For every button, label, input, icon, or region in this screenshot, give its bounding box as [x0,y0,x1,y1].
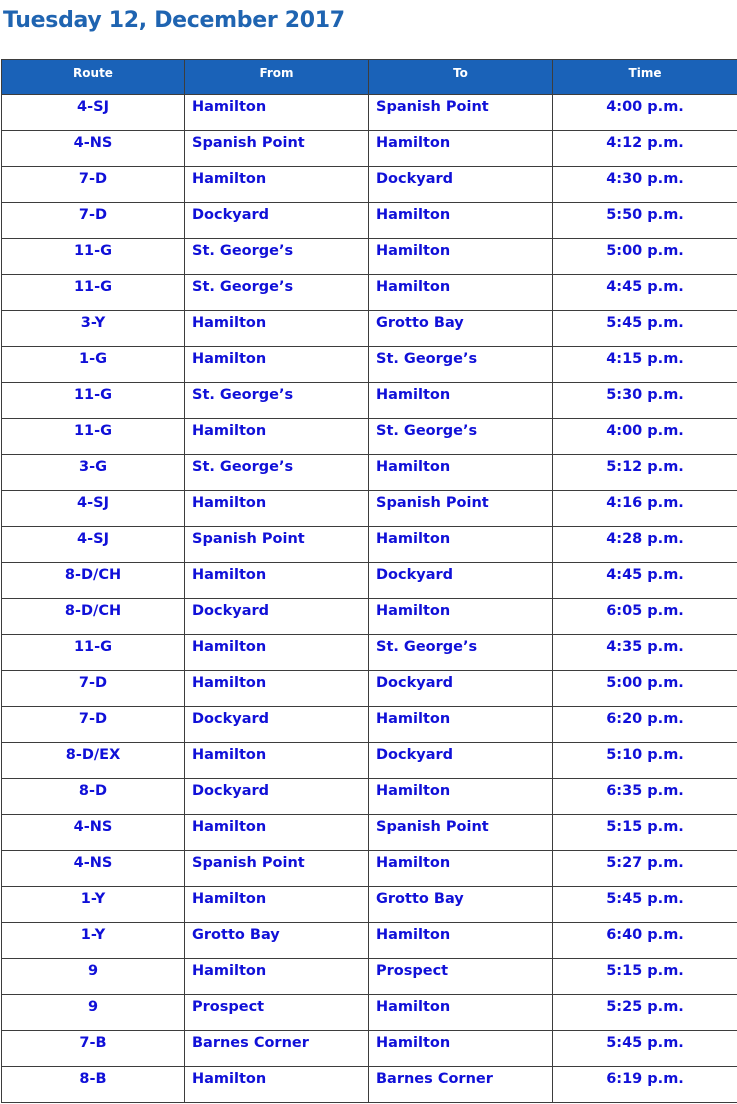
time-cell: 6:40 p.m. [553,923,737,959]
route-cell: 11-G [2,239,185,275]
from-cell: Spanish Point [185,851,369,887]
from-cell: Dockyard [185,707,369,743]
time-cell: 5:30 p.m. [553,383,737,419]
route-cell: 11-G [2,635,185,671]
route-cell: 7-D [2,707,185,743]
table-body [2,95,737,1103]
route-cell: 9 [2,995,185,1031]
page-title: Tuesday 12, December 2017 [3,8,345,33]
table-row [2,923,737,959]
table-row [2,563,737,599]
time-cell: 4:00 p.m. [553,95,737,131]
table-row [2,455,737,491]
route-cell: 11-G [2,419,185,455]
bus-schedule-table [1,59,737,1103]
table-row [2,1031,737,1067]
time-cell: 5:10 p.m. [553,743,737,779]
route-cell: 4-NS [2,851,185,887]
from-cell: Dockyard [185,203,369,239]
time-cell: 5:12 p.m. [553,455,737,491]
route-cell: 7-D [2,167,185,203]
table-row [2,707,737,743]
time-cell: 4:45 p.m. [553,563,737,599]
to-cell: Hamilton [369,995,553,1031]
table-row [2,167,737,203]
to-cell: Hamilton [369,275,553,311]
to-cell: Grotto Bay [369,311,553,347]
to-cell: Grotto Bay [369,887,553,923]
column-header-route: Route [2,60,185,95]
from-cell: Hamilton [185,671,369,707]
time-cell: 4:00 p.m. [553,419,737,455]
to-cell: Hamilton [369,779,553,815]
from-cell: St. George’s [185,275,369,311]
route-cell: 8-D/CH [2,599,185,635]
table-row [2,743,737,779]
route-cell: 3-G [2,455,185,491]
to-cell: Hamilton [369,383,553,419]
time-cell: 5:45 p.m. [553,887,737,923]
time-cell: 5:45 p.m. [553,1031,737,1067]
from-cell: St. George’s [185,383,369,419]
from-cell: Hamilton [185,491,369,527]
from-cell: Hamilton [185,311,369,347]
to-cell: Hamilton [369,707,553,743]
table-row [2,491,737,527]
to-cell: Dockyard [369,167,553,203]
route-cell: 4-NS [2,815,185,851]
table-row [2,851,737,887]
to-cell: Hamilton [369,923,553,959]
route-cell: 4-NS [2,131,185,167]
from-cell: Spanish Point [185,527,369,563]
to-cell: Hamilton [369,455,553,491]
table-row [2,815,737,851]
from-cell: Hamilton [185,887,369,923]
to-cell: Hamilton [369,131,553,167]
table-row [2,995,737,1031]
to-cell: Hamilton [369,203,553,239]
route-cell: 9 [2,959,185,995]
table-row [2,383,737,419]
table-row [2,239,737,275]
time-cell: 4:35 p.m. [553,635,737,671]
from-cell: Hamilton [185,959,369,995]
from-cell: Hamilton [185,815,369,851]
time-cell: 4:45 p.m. [553,275,737,311]
to-cell: Hamilton [369,527,553,563]
table-row [2,779,737,815]
time-cell: 4:12 p.m. [553,131,737,167]
to-cell: Spanish Point [369,95,553,131]
to-cell: St. George’s [369,635,553,671]
to-cell: Hamilton [369,599,553,635]
route-cell: 11-G [2,275,185,311]
table-row [2,347,737,383]
time-cell: 5:00 p.m. [553,239,737,275]
table-row [2,1067,737,1103]
table-row [2,275,737,311]
column-header-from: From [185,60,369,95]
route-cell: 4-SJ [2,527,185,563]
from-cell: Prospect [185,995,369,1031]
table-row [2,203,737,239]
route-cell: 7-D [2,203,185,239]
from-cell: St. George’s [185,455,369,491]
to-cell: St. George’s [369,347,553,383]
to-cell: Prospect [369,959,553,995]
time-cell: 4:15 p.m. [553,347,737,383]
route-cell: 8-D [2,779,185,815]
table-row [2,635,737,671]
from-cell: Dockyard [185,779,369,815]
route-cell: 8-B [2,1067,185,1103]
to-cell: Dockyard [369,563,553,599]
route-cell: 4-SJ [2,491,185,527]
route-cell: 1-Y [2,923,185,959]
route-cell: 4-SJ [2,95,185,131]
time-cell: 4:28 p.m. [553,527,737,563]
from-cell: Dockyard [185,599,369,635]
from-cell: Hamilton [185,563,369,599]
route-cell: 1-Y [2,887,185,923]
route-cell: 8-D/CH [2,563,185,599]
time-cell: 4:30 p.m. [553,167,737,203]
route-cell: 11-G [2,383,185,419]
to-cell: Hamilton [369,851,553,887]
route-cell: 1-G [2,347,185,383]
to-cell: Hamilton [369,1031,553,1067]
time-cell: 5:25 p.m. [553,995,737,1031]
route-cell: 8-D/EX [2,743,185,779]
time-cell: 5:50 p.m. [553,203,737,239]
route-cell: 7-B [2,1031,185,1067]
table-row [2,131,737,167]
time-cell: 5:00 p.m. [553,671,737,707]
table-row [2,95,737,131]
time-cell: 5:27 p.m. [553,851,737,887]
route-cell: 7-D [2,671,185,707]
to-cell: Hamilton [369,239,553,275]
from-cell: Grotto Bay [185,923,369,959]
table-row [2,419,737,455]
table-row [2,959,737,995]
from-cell: St. George’s [185,239,369,275]
to-cell: Dockyard [369,743,553,779]
from-cell: Hamilton [185,347,369,383]
route-cell: 3-Y [2,311,185,347]
time-cell: 5:15 p.m. [553,959,737,995]
time-cell: 5:15 p.m. [553,815,737,851]
column-header-time: Time [553,60,737,95]
time-cell: 5:45 p.m. [553,311,737,347]
to-cell: Spanish Point [369,815,553,851]
time-cell: 6:19 p.m. [553,1067,737,1103]
from-cell: Hamilton [185,743,369,779]
from-cell: Hamilton [185,1067,369,1103]
to-cell: St. George’s [369,419,553,455]
table-row [2,599,737,635]
from-cell: Barnes Corner [185,1031,369,1067]
time-cell: 6:05 p.m. [553,599,737,635]
from-cell: Hamilton [185,167,369,203]
time-cell: 4:16 p.m. [553,491,737,527]
from-cell: Hamilton [185,419,369,455]
time-cell: 6:35 p.m. [553,779,737,815]
time-cell: 6:20 p.m. [553,707,737,743]
from-cell: Hamilton [185,635,369,671]
table-row [2,311,737,347]
table-row [2,671,737,707]
to-cell: Spanish Point [369,491,553,527]
table-row [2,527,737,563]
column-header-to: To [369,60,553,95]
table-row [2,887,737,923]
to-cell: Barnes Corner [369,1067,553,1103]
from-cell: Hamilton [185,95,369,131]
to-cell: Dockyard [369,671,553,707]
from-cell: Spanish Point [185,131,369,167]
table-header-row [2,60,737,95]
